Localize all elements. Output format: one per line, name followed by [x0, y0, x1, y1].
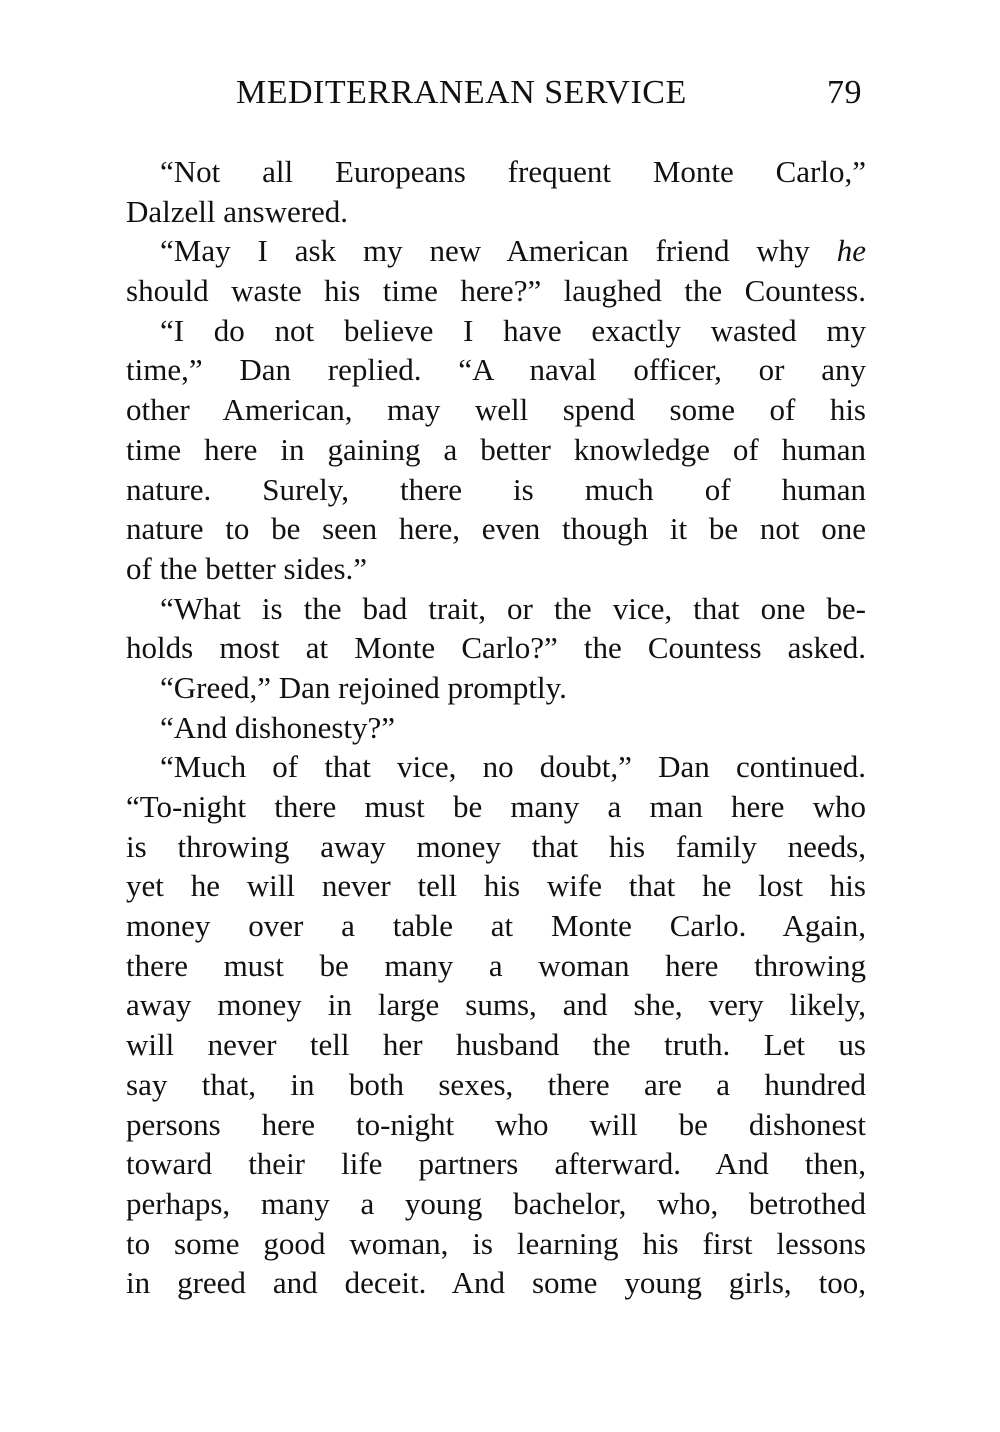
text-line: money over a table at Monte Carlo. Again,: [126, 908, 866, 944]
text-line: nature. Surely, there is much of human: [126, 471, 866, 507]
text-line: of the better sides.”: [126, 550, 368, 586]
text-line: yet he will never tell his wife that he lost his: [126, 868, 866, 904]
text-line: there must be many a woman here throwing: [126, 947, 866, 983]
emphasis: he: [836, 233, 866, 269]
page-number: 79: [827, 74, 862, 111]
text-line: “And dishonesty?”: [160, 709, 396, 745]
text-line: other American, may well spend some of his: [126, 392, 866, 428]
text-line: “Greed,” Dan rejoined promptly.: [160, 669, 567, 705]
text-line: “Much of that vice, no doubt,” Dan continued.: [160, 749, 866, 785]
text-line: toward their life partners afterward. And then,: [126, 1146, 866, 1182]
text-line: time,” Dan replied. “A naval officer, or any: [126, 352, 866, 388]
text-line: “Not all Europeans frequent Monte Carlo,”: [160, 154, 866, 189]
text-line: will never tell her husband the truth. Let us: [126, 1027, 866, 1063]
running-title: MEDITERRANEAN SERVICE: [236, 74, 687, 111]
text-line: nature to be seen here, even though it be not one: [126, 511, 866, 547]
text-line: “What is the bad trait, or the vice, that one be-: [160, 590, 866, 626]
text-line: should waste his time here?” laughed the Countess.: [126, 273, 866, 309]
body-text: [126, 152, 866, 1303]
text-line: “To-night there must be many a man here who: [126, 789, 866, 824]
text-line: Dalzell answered.: [126, 193, 349, 229]
text-line: is throwing away money that his family needs,: [126, 828, 866, 864]
text-line: persons here to-night who will be dishonest: [126, 1106, 866, 1142]
text-line: perhaps, many a young bachelor, who, betrothed: [126, 1185, 866, 1221]
text-line: “May I ask my new American friend why he: [160, 233, 866, 269]
text-line: away money in large sums, and she, very likely,: [126, 987, 866, 1023]
text-line: say that, in both sexes, there are a hundred: [126, 1066, 866, 1102]
text-line: to some good woman, is learning his first lessons: [126, 1225, 866, 1261]
text-line: in greed and deceit. And some young girls, too,: [126, 1265, 866, 1301]
running-head: [230, 68, 862, 118]
text-line: holds most at Monte Carlo?” the Countess asked.: [126, 630, 866, 666]
text-line: time here in gaining a better knowledge of human: [126, 431, 866, 467]
text-line: “I do not believe I have exactly wasted my: [160, 312, 866, 348]
